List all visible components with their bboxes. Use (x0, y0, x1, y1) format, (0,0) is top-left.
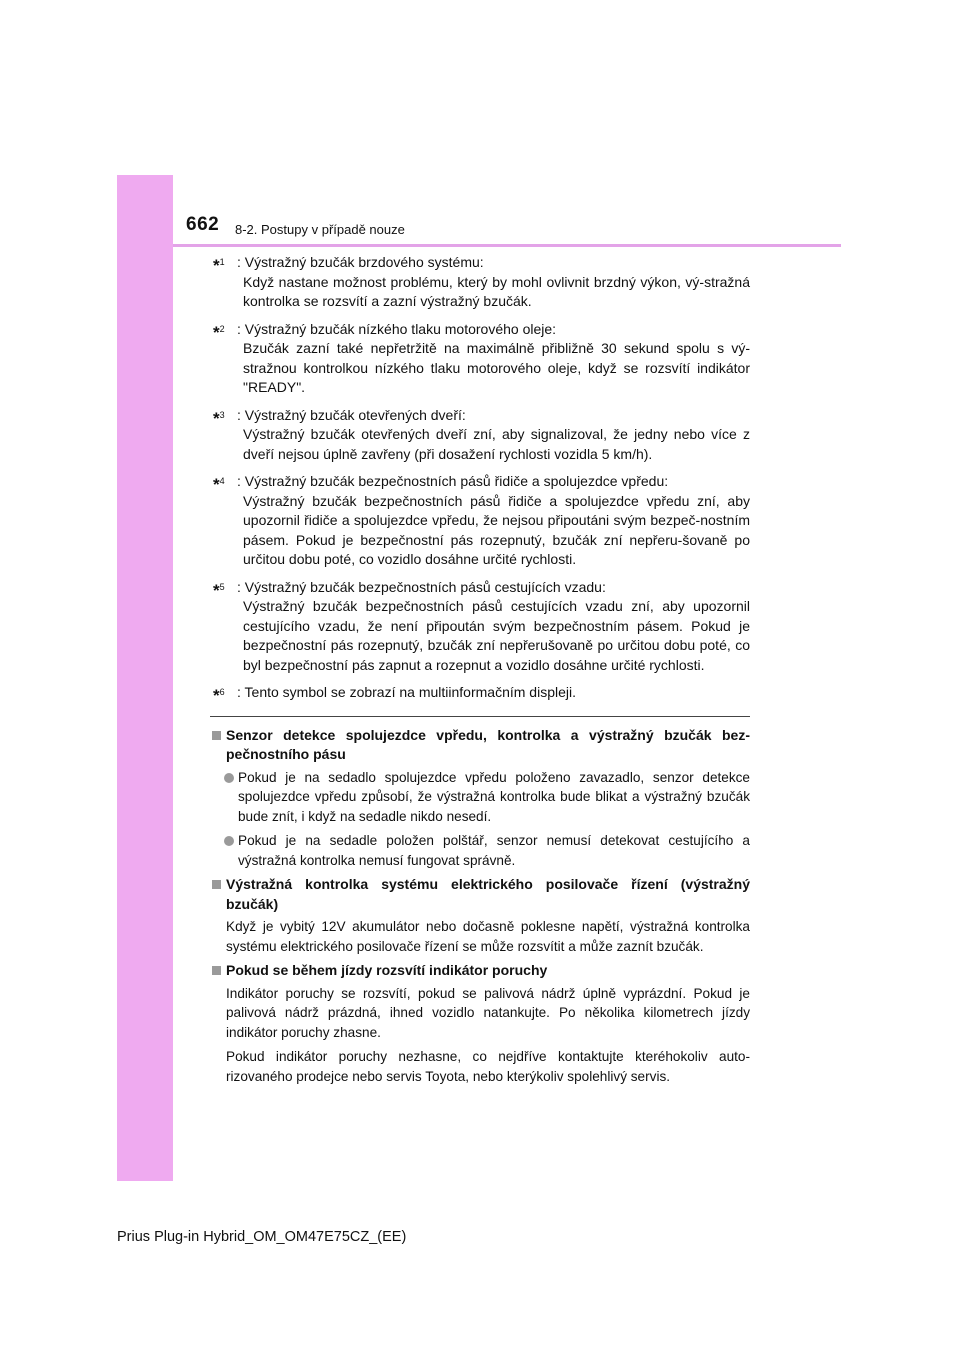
footnote-marker (213, 406, 225, 430)
footnote-body: Výstražný bzučák bezpečnostních pásů cestujících vzadu zní, aby upozornil cestujícího vzadu, že není připoután svým bezpečnostním pásem. Pokud je bezpečnostní pás rozepnutý, bzučák zní nepřerušovaně po určitou dobu poté, co byl bezpečnostní pás zapnut a rozepnut a vozidlo dosáhne určité rychlosti. (243, 598, 750, 673)
footnote-marker (213, 472, 225, 496)
footnote-number: 3 (219, 409, 225, 420)
footnote-body: Když nastane možnost problému, který by mohl ovlivnit brzdný výkon, vý-stražná kontrolka se rozsvítí a zazní výstražný bzučák. (243, 273, 750, 309)
square-bullet-icon (212, 880, 221, 889)
footnote-marker (213, 253, 225, 277)
square-bullet-icon (212, 731, 221, 740)
circle-bullet-icon (224, 773, 234, 783)
footnote-2 (210, 320, 750, 398)
paragraph: Pokud indikátor poruchy nezhasne, co nejdříve kontaktujte kteréhokoliv auto-rizovaného prodejce nebo servis Toyota, nebo kterýkoliv spolehlivý servis. (226, 1049, 750, 1084)
asterisk-icon: * (213, 322, 220, 342)
footnote-marker (213, 683, 225, 707)
footnote-1 (210, 253, 750, 312)
section-heading-malfunction-indicator (210, 961, 750, 981)
asterisk-icon: * (213, 686, 220, 705)
page-number: 662 (186, 214, 220, 235)
list-item-text: Pokud je na sedadlo spolujezdce vpředu položeno zavazadlo, senzor detekce spolujezdce vpředu způsobí, že výstražná kontrolka bude blikat a výstražný bzučák bude znít, i když na sedadle nikdo nesedí. (238, 769, 750, 824)
list-item (210, 831, 750, 870)
footnote-title: : Výstražný bzučák bezpečnostních pásů řidiče a spolujezdce vpředu: (237, 473, 669, 489)
section-heading-eps-warning (210, 875, 750, 914)
footnote-number: 1 (219, 257, 225, 267)
footnote-title: : Výstražný bzučák bezpečnostních pásů cestujících vzadu: (237, 578, 606, 595)
section-divider (210, 716, 750, 717)
footnote-marker (213, 578, 225, 602)
footnote-title: : Výstražný bzučák otevřených dveří: (237, 406, 466, 423)
footnote-title: : Výstražný bzučák brzdového systému: (237, 254, 484, 270)
section-title: 8-2. Postupy v případě nouze (235, 222, 405, 237)
footnote-5 (210, 578, 750, 676)
asterisk-icon: * (213, 580, 220, 600)
side-tab-bar (117, 175, 173, 1181)
footnote-number: 6 (219, 687, 225, 697)
list-item-text: Pokud je na sedadle položen polštář, senzor nemusí detekovat cestujícího a výstražná kontrolka nemusí fungovat správně. (238, 833, 750, 868)
document-footer: Prius Plug-in Hybrid_OM_OM47E75CZ_(EE) (117, 1229, 407, 1245)
footnote-body: Bzučák zazní také nepřetržitě na maximálně přibližně 30 sekund spolu s vý-stražnou kontrolkou nízkého tlaku motorového oleje, když se rozsvítí indikátor "READY". (243, 340, 750, 395)
square-bullet-icon (212, 966, 221, 975)
asterisk-icon: * (213, 256, 220, 275)
footnote-6 (210, 683, 750, 703)
footnote-number: 4 (219, 476, 225, 486)
heading-text: Pokud se během jízdy rozsvítí indikátor poruchy (226, 962, 548, 978)
list-item (210, 768, 750, 827)
footnote-title: : Tento symbol se zobrazí na multiinformačním displeji. (237, 684, 576, 700)
asterisk-icon: * (213, 475, 220, 494)
footnote-body: Výstražný bzučák otevřených dveří zní, aby signalizoval, že jedny nebo více z dveří nejsou úplně zavřeny (při dosažení rychlosti vozidla 5 km/h). (243, 426, 750, 462)
footnote-4 (210, 472, 750, 570)
footnote-body: Výstražný bzučák bezpečnostních pásů řidiče a spolujezdce vpředu zní, aby upozornil řidiče a spolujezdce vpředu, že nejsou připoutáni svým bezpeč-nostním pásem. Pokud je bezpečnostní pás rozepnutý, bzučák zní nepřeru-šovaně po určitou dobu poté, co vozidlo dosáhne určité rychlosti. (243, 492, 750, 567)
footnote-number: 2 (219, 323, 225, 334)
section-heading-passenger-sensor (210, 726, 750, 765)
footnote-number: 5 (219, 581, 225, 592)
paragraph: Indikátor poruchy se rozsvítí, pokud se palivová nádrž úplně vyprázdní. Pokud je palivová nádrž prázdná, ihned vozidlo natankujte. Po několika kilometrech jízdy indikátor poruchy zhasne. (226, 985, 750, 1040)
footnote-3 (210, 406, 750, 465)
page-content (210, 253, 750, 1091)
header-rule (173, 244, 841, 247)
paragraph: Když je vybitý 12V akumulátor nebo dočasně poklesne napětí, výstražná kontrolka systému elektrického posilovače řízení se může rozsvítit a může zaznít bzučák. (226, 919, 750, 954)
asterisk-icon: * (213, 408, 220, 428)
heading-text: Senzor detekce spolujezdce vpředu, kontrolka a výstražný bzučák bez-pečnostního pásu (226, 726, 750, 762)
heading-text: Výstražná kontrolka systému elektrického posilovače řízení (výstražný bzučák) (226, 876, 750, 912)
circle-bullet-icon (224, 836, 234, 846)
footnote-marker (213, 320, 225, 344)
footnote-title: : Výstražný bzučák nízkého tlaku motorového oleje: (237, 320, 557, 337)
